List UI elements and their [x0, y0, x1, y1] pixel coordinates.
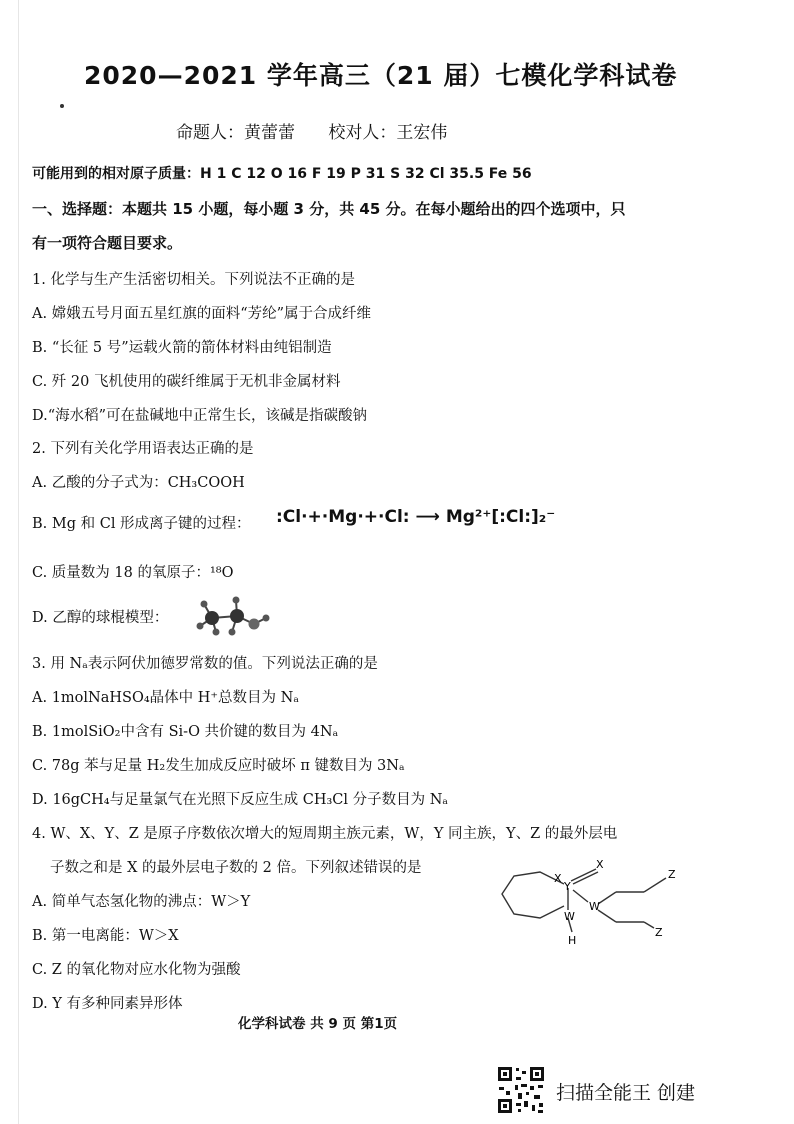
q2-option-d: D. 乙醇的球棍模型：: [32, 610, 169, 626]
carbon-atom-2: [230, 609, 244, 623]
q1-option-a: A. 嫦娥五号月面五星红旗的面料“芳纶”属于合成纤维: [32, 306, 372, 322]
hydrogen-atom: [197, 623, 204, 630]
atom-label-h: H: [568, 934, 577, 947]
carbon-atom-1: [205, 611, 219, 625]
atom-label-y: Y: [564, 880, 571, 893]
q4-stem-line1: 4. W、X、Y、Z 是原子序数依次增大的短周期主族元素，W，Y 同主族，Y、Z 的最外层电: [32, 826, 618, 842]
q4-stem-line2: 子数之和是 X 的最外层电子数的 2 倍。下列叙述错误的是: [50, 860, 422, 876]
scanner-watermark: 扫描全能王 创建: [556, 1082, 696, 1104]
atom-label-z1: Z: [668, 868, 676, 881]
hydrogen-atom: [263, 615, 270, 622]
qr-code-icon: [496, 1065, 546, 1115]
section1-heading-line2: 有一项符合题目要求。: [32, 234, 183, 252]
exam-staff: [176, 118, 475, 143]
q1-option-d: D.“海水稻”可在盐碱地中正常生长，该碱是指碳酸钠: [32, 408, 368, 424]
ethanol-ball-stick-model: [192, 594, 274, 640]
q3-option-a: A. 1molNaHSO₄晶体中 H⁺总数目为 Nₐ: [32, 690, 299, 706]
section1-heading-line1: 一、选择题：本题共 15 小题，每小题 3 分，共 45 分。在每小题给出的四个选项中，只: [32, 200, 626, 218]
scan-edge-line: [18, 0, 19, 1124]
electron-dot-formula: :Cl·+·Mg·+·Cl: ⟶ Mg²⁺[:Cl:]₂⁻: [276, 507, 556, 527]
q4-option-d: D. Y 有多种同素异形体: [32, 996, 183, 1012]
atom-label-x-top: X: [596, 858, 604, 871]
q1-stem: 1. 化学与生产生活密切相关。下列说法不正确的是: [32, 272, 355, 288]
q1-option-b: B. “长征 5 号”运载火箭的箭体材料由纯铝制造: [32, 340, 332, 356]
q2-option-a: A. 乙酸的分子式为：CH₃COOH: [32, 475, 245, 491]
author-label: 命题人：黄蕾蕾: [176, 123, 295, 143]
q1-option-c: C. 歼 20 飞机使用的碳纤维属于无机非金属材料: [32, 374, 341, 390]
atom-label-w-ring: W: [564, 910, 575, 923]
q2-option-c: C. 质量数为 18 的氧原子：¹⁸O: [32, 565, 234, 581]
checker-label: 校对人：王宏伟: [328, 123, 448, 143]
hydrogen-atom: [233, 597, 240, 604]
q2-option-b: B. Mg 和 Cl 形成离子键的过程：: [32, 516, 251, 532]
q3-option-b: B. 1molSiO₂中含有 Si-O 共价键的数目为 4Nₐ: [32, 724, 339, 740]
atomic-masses: 可能用到的相对原子质量：H 1 C 12 O 16 F 19 P 31 S 32 Cl 35.5 Fe 56: [32, 166, 532, 182]
scan-dot: [60, 104, 64, 108]
q3-option-d: D. 16gCH₄与足量氯气在光照下反应生成 CH₃Cl 分子数目为 Nₐ: [32, 792, 449, 808]
q4-option-c: C. Z 的氧化物对应水化物为强酸: [32, 962, 241, 978]
q4-option-a: A. 简单气态氢化物的沸点：W＞Y: [32, 894, 251, 910]
atom-label-x-ring: X: [554, 872, 562, 885]
hydrogen-atom: [229, 629, 236, 636]
atom-label-w-side: W: [589, 900, 600, 913]
atom-label-z2: Z: [655, 926, 663, 939]
oxygen-atom: [249, 619, 260, 630]
q2-stem: 2. 下列有关化学用语表达正确的是: [32, 441, 254, 457]
q4-structure-diagram: [462, 852, 702, 954]
q3-option-c: C. 78g 苯与足量 H₂发生加成反应时破坏 π 键数目为 3Nₐ: [32, 758, 405, 774]
hydrogen-atom: [213, 629, 220, 636]
hydrogen-atom: [201, 601, 208, 608]
exam-title: 2020—2021 学年高三（21 届）七模化学科试卷: [84, 61, 678, 90]
q3-stem: 3. 用 Nₐ表示阿伏加德罗常数的值。下列说法正确的是: [32, 656, 378, 672]
page-footer: 化学科试卷 共 9 页 第1页: [238, 1016, 398, 1032]
q4-option-b: B. 第一电离能：W＞X: [32, 928, 179, 944]
